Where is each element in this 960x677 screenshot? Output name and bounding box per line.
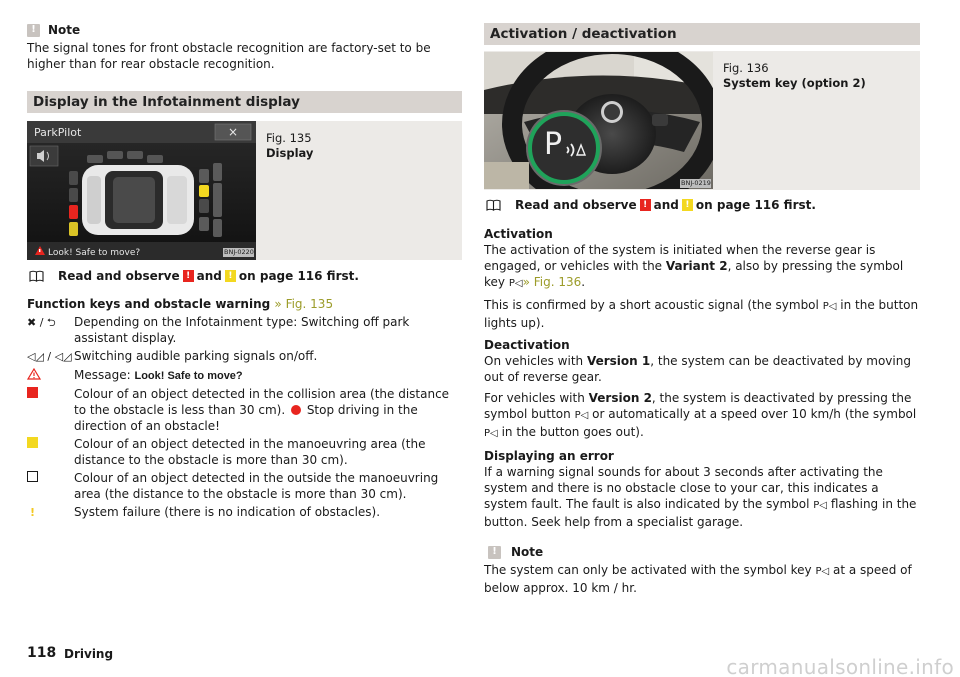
screen-title: ParkPilot [34,126,82,139]
activation-text: The activation of the system is initiated when the reverse gear is engaged, or vehicles with the Variant 2, also by pressing the symbol key P◁» Fig. 136. [484,243,904,289]
watermark-text: carmanualsonline.info [726,655,954,677]
function-heading: Function keys and obstacle warning » Fig. 135 [27,297,334,311]
note-title: Note [48,23,81,37]
infotainment-screen-image [27,121,256,260]
note-icon: ! [488,546,501,559]
function-row-failure: ! System failure (there is no indication of obstacles). [27,504,462,521]
book-icon [486,199,501,211]
steering-wheel-photo [484,52,713,189]
danger-warning-icon[interactable]: ! [640,199,651,211]
read-observe-line [27,267,462,285]
right-column [484,0,920,596]
figure-135 [27,121,462,260]
park-key-icon: P◁ [822,301,837,312]
screen-warning-text: Look! Safe to move? [48,248,141,258]
screen-close-icon: × [228,125,239,139]
read-observe-suffix[interactable]: on page 116 first. [238,269,359,283]
white-zone-icon [27,471,38,482]
read-observe-and: and [653,198,679,212]
chapter-name: Driving [64,647,114,661]
system-failure-icon: ! [30,506,36,519]
figure-number: Fig. 136 [723,61,769,75]
note-icon: ! [27,24,40,37]
message-value: Look! Safe to move? [134,370,243,382]
park-key-icon: P◁ [484,428,498,439]
red-zone-icon [27,387,38,398]
read-observe-line [484,196,920,214]
book-icon [29,270,44,282]
park-key-icon: P◁ [574,410,589,421]
activation-heading: Activation [484,227,553,241]
function-row-yellow: Colour of an object detected in the manoeuvring area (the distance to the obstacle is more than 30 cm). [27,436,462,468]
figure-code: BNJ-0219 [681,179,711,187]
figure-title: System key (option 2) [723,76,866,90]
figure-code: BNJ-0220 [224,248,254,256]
error-heading: Displaying an error [484,449,614,463]
note-text: The system can only be activated with the symbol key P◁ at a speed of below approx. 10 km / hr. [484,563,912,595]
danger-warning-icon[interactable]: ! [183,270,194,282]
figure-caption [713,51,866,190]
caution-warning-icon[interactable]: ! [682,199,693,211]
figure-136 [484,51,920,190]
deactivation-text-2: For vehicles with Version 2, the system is deactivated by pressing the symbol button P◁ or automatically at a speed over 10 km/h (the symbol P◁ in the button goes out). [484,391,917,439]
close-back-icon: ✖ / ⮌ [27,316,56,329]
fig-135-link[interactable]: » Fig. 135 [274,297,334,311]
park-key-icon: P◁ [815,566,830,577]
figure-caption [256,121,313,260]
message-label: Message: [74,368,131,382]
yellow-zone-icon [27,437,38,448]
deactivation-heading: Deactivation [484,338,570,352]
function-row-message [27,367,462,384]
warning-triangle-icon [27,368,41,380]
p-key-letter: P [544,127,563,162]
parkpilot-display-svg [27,121,256,260]
error-text: If a warning signal sounds for about 3 seconds after activating the system and there is no obstacle close to your car, this indicates a system fault. The fault is also indicated by the symbol P◁ flashing in the button. Seek help from a specialist garage. [484,465,917,529]
park-key-icon: P◁ [813,500,828,511]
section-title-display: Display in the Infotainment display [27,91,462,113]
steering-wheel-svg [484,52,713,189]
note-title: Note [511,545,544,559]
note-heading [27,22,462,38]
function-row-close: ✖ / ⮌ Depending on the Infotainment type: Switching off park assistant display. [27,315,410,345]
read-observe-and: and [196,269,222,283]
figure-number: Fig. 135 [266,131,312,145]
caution-warning-icon[interactable]: ! [225,270,236,282]
figure-title: Display [266,146,314,160]
read-observe-prefix: Read and observe [58,269,180,283]
read-observe-prefix: Read and observe [515,198,637,212]
park-key-icon: P◁ [508,278,523,289]
note-heading [484,544,920,560]
section-title-activation: Activation / deactivation [484,23,920,45]
fig-136-link[interactable]: » Fig. 136 [522,275,582,289]
function-row-white: Colour of an object detected in the outside the manoeuvring area (the distance to the obstacle is more than 30 cm). [27,470,462,502]
read-observe-suffix[interactable]: on page 116 first. [695,198,816,212]
function-row-red: Colour of an object detected in the collision area (the distance to the obstacle is less than 30 cm). Stop driving in the direction of an obstacle! [27,386,462,434]
deactivation-text-1: On vehicles with Version 1, the system can be deactivated by moving out of reverse gear. [484,354,911,384]
speaker-icon: ◁◿ / ◁◿ [27,350,72,363]
confirm-text: This is confirmed by a short acoustic signal (the symbol P◁ in the button lights up). [484,298,919,330]
page-number: 118 [27,645,57,661]
note-text: The signal tones for front obstacle recognition are factory-set to be higher than for rear obstacle recognition. [27,41,431,71]
function-row-sound: ◁◿ / ◁◿ Switching audible parking signals on/off. [27,349,318,363]
left-column [27,0,462,521]
stop-icon [291,405,301,415]
